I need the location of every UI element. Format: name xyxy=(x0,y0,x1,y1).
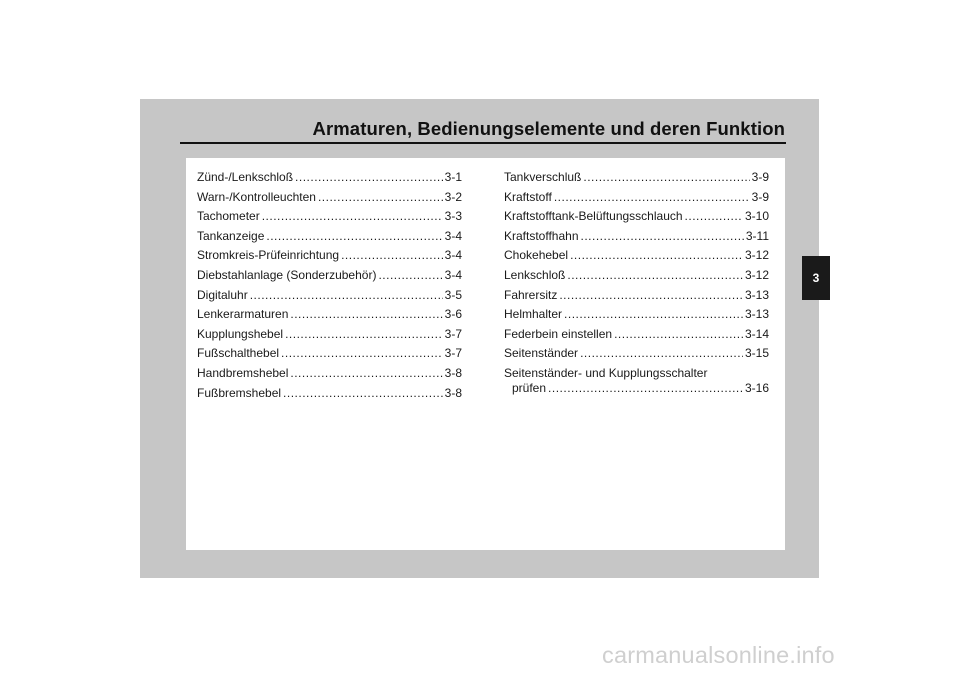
dot-leader xyxy=(266,229,442,243)
toc-entry-page: 3-11 xyxy=(745,228,769,243)
toc-entry-page: 3-13 xyxy=(744,307,769,322)
chapter-title: Armaturen, Bedienungselemente und deren Funktion xyxy=(312,118,785,139)
toc-entry-page: 3-7 xyxy=(444,346,462,361)
toc-entry[interactable] xyxy=(197,288,462,308)
watermark: carmanualsonline.info xyxy=(602,642,835,668)
toc-entry[interactable] xyxy=(504,327,769,347)
toc-entry-title: Fußbremshebel xyxy=(197,385,282,400)
toc-entry[interactable] xyxy=(504,268,769,288)
toc-entry-page: 3-3 xyxy=(444,209,462,224)
toc-entry-page: 3-8 xyxy=(444,365,462,380)
toc-entry-page: 3-7 xyxy=(444,326,462,341)
toc-entry-title-continued: prüfen xyxy=(512,380,547,395)
toc-entry[interactable] xyxy=(197,268,462,288)
dot-leader xyxy=(581,229,744,243)
toc-entry-page: 3-1 xyxy=(444,170,462,184)
dot-leader xyxy=(378,268,442,282)
toc-entry-title: Tankverschluß xyxy=(504,170,582,184)
dot-leader xyxy=(559,288,743,302)
toc-entry-title: Diebstahlanlage (Sonderzubehör) xyxy=(197,267,377,282)
toc-entry-page: 3-6 xyxy=(444,307,462,322)
toc-entry[interactable] xyxy=(197,190,462,210)
dot-leader xyxy=(250,288,443,302)
toc-entry-title: Federbein einstellen xyxy=(504,326,613,341)
toc-entry-title: Lenkschloß xyxy=(504,267,566,282)
toc-entry-page: 3-12 xyxy=(744,267,769,282)
toc-entry-page: 3-4 xyxy=(444,248,462,263)
toc-entry-title: Stromkreis-Prüfeinrichtung xyxy=(197,248,340,263)
dot-leader xyxy=(548,381,743,395)
dot-leader xyxy=(685,209,743,223)
toc-entry[interactable] xyxy=(197,229,462,249)
toc-entry[interactable] xyxy=(504,366,769,401)
toc-entry-title: Zünd-/Lenkschloß xyxy=(197,170,294,184)
toc-entry-title: Kupplungshebel xyxy=(197,326,284,341)
toc-entry[interactable] xyxy=(504,229,769,249)
toc-entry-page: 3-4 xyxy=(444,228,462,243)
toc-entry-title: Digitaluhr xyxy=(197,287,248,302)
toc-left-column xyxy=(197,170,462,405)
toc-right-column xyxy=(504,170,769,401)
toc-entry-page: 3-14 xyxy=(744,326,769,341)
toc-entry-title: Fahrersitz xyxy=(504,287,558,302)
toc-entry-title: Handbremshebel xyxy=(197,365,289,380)
toc-entry[interactable] xyxy=(197,170,462,190)
toc-entry[interactable] xyxy=(504,288,769,308)
toc-entry-page: 3-9 xyxy=(751,189,769,204)
dot-leader xyxy=(283,386,443,400)
toc-entry-page: 3-10 xyxy=(744,209,769,224)
toc-entry-page: 3-5 xyxy=(444,287,462,302)
dot-leader xyxy=(583,170,749,184)
toc-entry[interactable] xyxy=(504,248,769,268)
toc-entry-title: Chokehebel xyxy=(504,248,569,263)
toc-entry[interactable] xyxy=(197,386,462,406)
toc-entry[interactable] xyxy=(197,209,462,229)
dot-leader xyxy=(570,248,743,262)
toc-entry[interactable] xyxy=(504,307,769,327)
toc-entry[interactable] xyxy=(197,366,462,386)
chapter-tab[interactable]: 3 xyxy=(802,256,830,300)
toc-entry[interactable] xyxy=(504,346,769,366)
toc-entry-title: Lenkerarmaturen xyxy=(197,307,289,322)
dot-leader xyxy=(564,307,743,321)
toc-entry[interactable] xyxy=(197,307,462,327)
toc-entry-page: 3-15 xyxy=(744,346,769,361)
toc-entry-title: Helmhalter xyxy=(504,307,563,322)
dot-leader xyxy=(614,327,743,341)
toc-entry-title: Kraftstoffhahn xyxy=(504,228,579,243)
toc-entry-title: Fußschalthebel xyxy=(197,346,280,361)
toc-entry-page: 3-16 xyxy=(744,380,769,395)
title-underline xyxy=(180,142,786,144)
dot-leader xyxy=(285,327,443,341)
toc-entry-page: 3-4 xyxy=(444,267,462,282)
dot-leader xyxy=(295,170,443,184)
toc-entry-title: Kraftstoff xyxy=(504,189,552,204)
toc-entry-title: Tankanzeige xyxy=(197,228,265,243)
toc-entry-title: Seitenständer- und Kupplungsschalter xyxy=(504,365,708,380)
toc-entry[interactable] xyxy=(504,209,769,229)
toc-entry-title: Tachometer xyxy=(197,209,260,224)
dot-leader xyxy=(290,307,442,321)
toc-entry-page: 3-8 xyxy=(444,385,462,400)
toc-entry-title: Warn-/Kontrolleuchten xyxy=(197,189,316,204)
toc-entry[interactable] xyxy=(504,190,769,210)
toc-entry[interactable] xyxy=(504,170,769,190)
dot-leader xyxy=(341,248,443,262)
toc-entry-page: 3-9 xyxy=(751,170,769,184)
toc-entry[interactable] xyxy=(197,327,462,347)
toc-entry-page: 3-12 xyxy=(744,248,769,263)
dot-leader xyxy=(318,190,443,204)
toc-entry-page: 3-13 xyxy=(744,287,769,302)
dot-leader xyxy=(554,190,750,204)
toc-entry[interactable] xyxy=(197,346,462,366)
toc-entry-title: Seitenständer xyxy=(504,346,579,361)
dot-leader xyxy=(290,366,442,380)
dot-leader xyxy=(262,209,443,223)
toc-entry-title: Kraftstofftank-Belüftungsschlauch xyxy=(504,209,683,224)
dot-leader xyxy=(580,346,743,360)
toc-entry[interactable] xyxy=(197,248,462,268)
toc-entry-page: 3-2 xyxy=(444,189,462,204)
dot-leader xyxy=(567,268,743,282)
dot-leader xyxy=(281,346,443,360)
